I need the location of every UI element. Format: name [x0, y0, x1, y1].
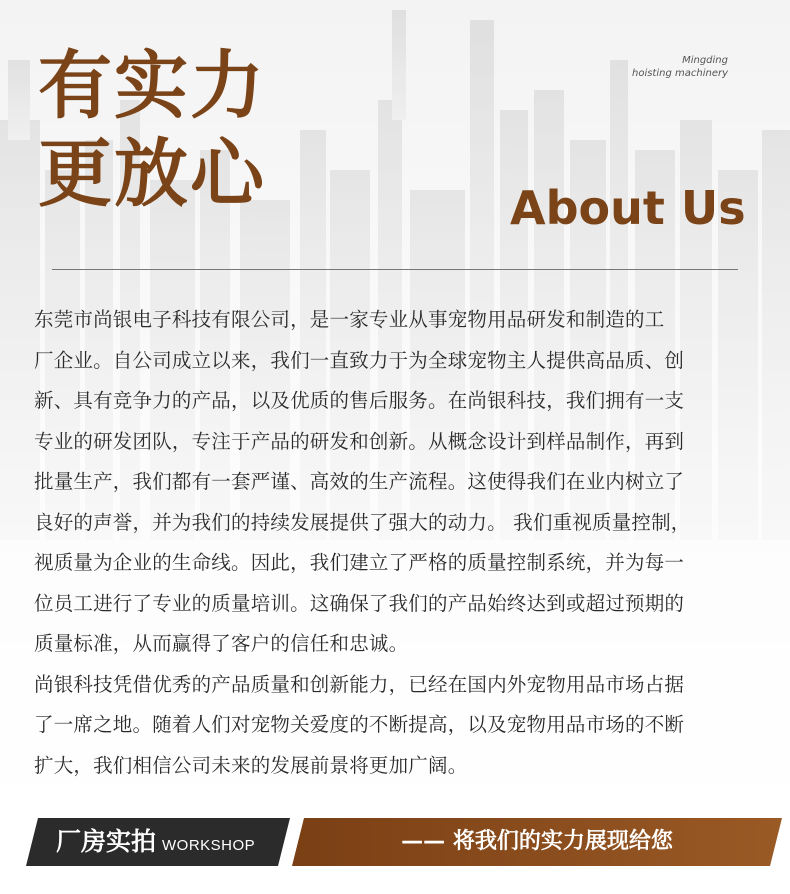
description-line: 位员工进行了专业的质量培训。这确保了我们的产品始终达到或超过预期的 — [34, 591, 685, 615]
description-line: 尚银科技凭借优秀的产品质量和创新能力，已经在国内外宠物用品市场占据 — [34, 672, 685, 696]
slogan-bar — [292, 818, 782, 866]
brand-name: Mingding — [682, 55, 728, 66]
description-line: 批量生产，我们都有一套严谨、高效的生产流程。这使得我们在业内树立了 — [34, 470, 685, 493]
workshop-label — [56, 818, 255, 866]
workshop-title-en: WORKSHOP — [162, 837, 256, 854]
description-line: 东莞市尚银电子科技有限公司，是一家专业从事宠物用品研发和制造的工 — [34, 308, 665, 331]
description-line: 新、具有竞争力的产品，以及优质的售后服务。在尚银科技，我们拥有一支 — [34, 389, 685, 412]
description-line: 扩大，我们相信公司未来的发展前景将更加广阔。 — [34, 753, 468, 777]
section-divider — [52, 269, 738, 270]
description-line: 视质量为企业的生命线。因此，我们建立了严格的质量控制系统，并为每一 — [34, 551, 685, 574]
about-us-heading: About Us — [510, 181, 746, 235]
workshop-badge — [26, 818, 290, 866]
hero-title — [38, 42, 266, 218]
description-line: 专业的研发团队，专注于产品的研发和创新。从概念设计到样品制作，再到 — [34, 429, 685, 453]
brand-tagline — [632, 54, 728, 80]
slogan-text: —— 将我们的实力展现给您 — [401, 829, 673, 854]
description-line: 质量标准，从而赢得了客户的信任和忠诚。 — [34, 632, 409, 655]
description-line: 了一席之地。随着人们对宠物关爱度的不断提高，以及宠物用品市场的不断 — [34, 713, 685, 736]
workshop-title-cn: 厂房实拍 — [56, 827, 157, 856]
company-description — [34, 300, 764, 786]
footer-banner — [0, 812, 790, 872]
hero-title-line1: 有实力 — [38, 43, 266, 129]
hero-title-line2: 更放心 — [38, 131, 266, 217]
description-line: 厂企业。自公司成立以来，我们一直致力于为全球宠物主人提供高品质、创 — [34, 348, 685, 372]
brand-subtitle: hoisting machinery — [631, 68, 728, 79]
description-line: 良好的声誉，并为我们的持续发展提供了强大的动力。 我们重视质量控制， — [34, 510, 691, 534]
